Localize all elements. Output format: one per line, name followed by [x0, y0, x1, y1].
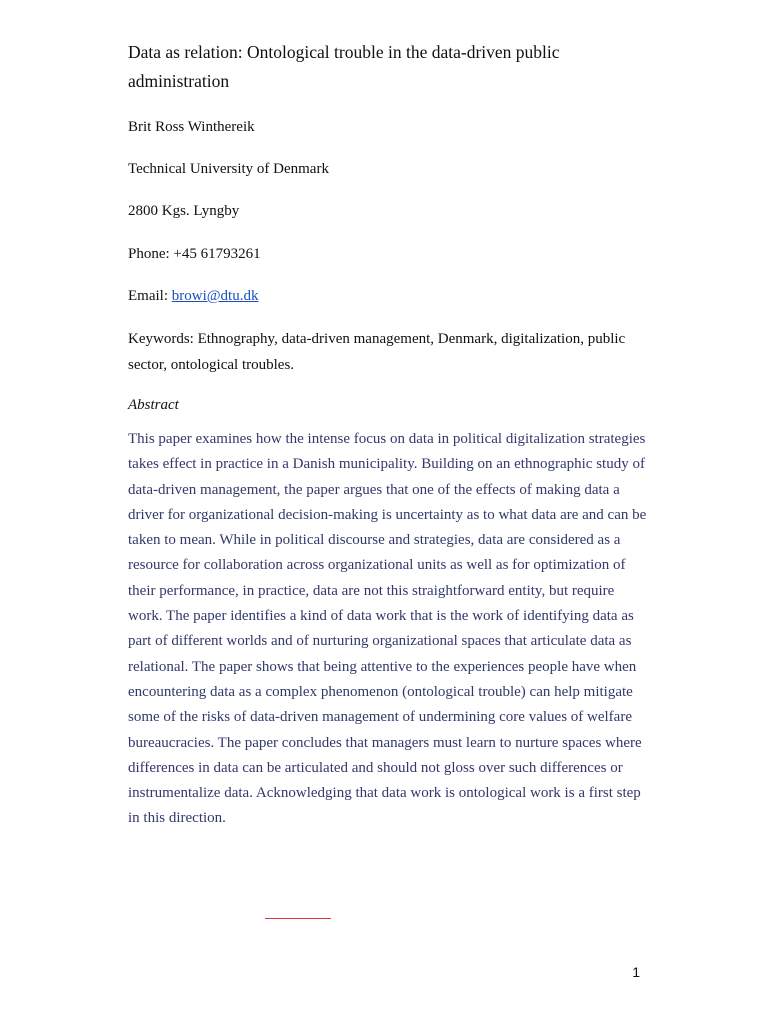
email-link[interactable]: browi@dtu.dk [171, 288, 259, 304]
paper-title: Data as relation: Ontological trouble in the data-driven public administration [128, 42, 560, 91]
email-label: Email: [128, 288, 172, 304]
author-affiliation: Technical University of Denmark [128, 161, 329, 177]
page-number: 1 [632, 964, 640, 980]
author-city: 2800 Kgs. Lyngby [128, 203, 240, 219]
author-phone: Phone: +45 61793261 [128, 246, 261, 262]
keywords: Keywords: Ethnography, data-driven management, Denmark, digitalization, public sector, ontological troubles. [128, 331, 626, 373]
author-name: Brit Ross Winthereik [128, 119, 255, 135]
author-email-line [128, 286, 644, 306]
abstract-heading: Abstract [128, 397, 179, 413]
abstract-text: This paper examines how the intense focus on data in political digitalization strategies takes effect in practice in a Danish municipality. Building on an ethnographic study of data-driven management, the paper argues that one of the effects of making data a driver for organizational decision-making is uncertainty as to what data are and can be taken to mean. While in political discourse and strategies, data are considered as a resource for collaboration across organizational units as well as for optimization of their performance, in practice, data are not this straightforward entity, but require work. The paper identifies a kind of data work that is the work of identifying data as part of different worlds and of nurturing organizational spaces that articulate data as relational. The paper shows that being attentive to the experiences people have when encountering data as a complex phenomenon (ontological trouble) can help mitigate some of the risks of data-driven management of undermining core values of welfare bureaucracies. The paper concludes that managers must learn to nurture spaces where differences in data can be articulated and should not gloss over such differences or instrumentalize data. Acknowledging that data work is ontological work is a first step in this direction. [128, 431, 647, 827]
red-underline-mark [265, 918, 331, 919]
